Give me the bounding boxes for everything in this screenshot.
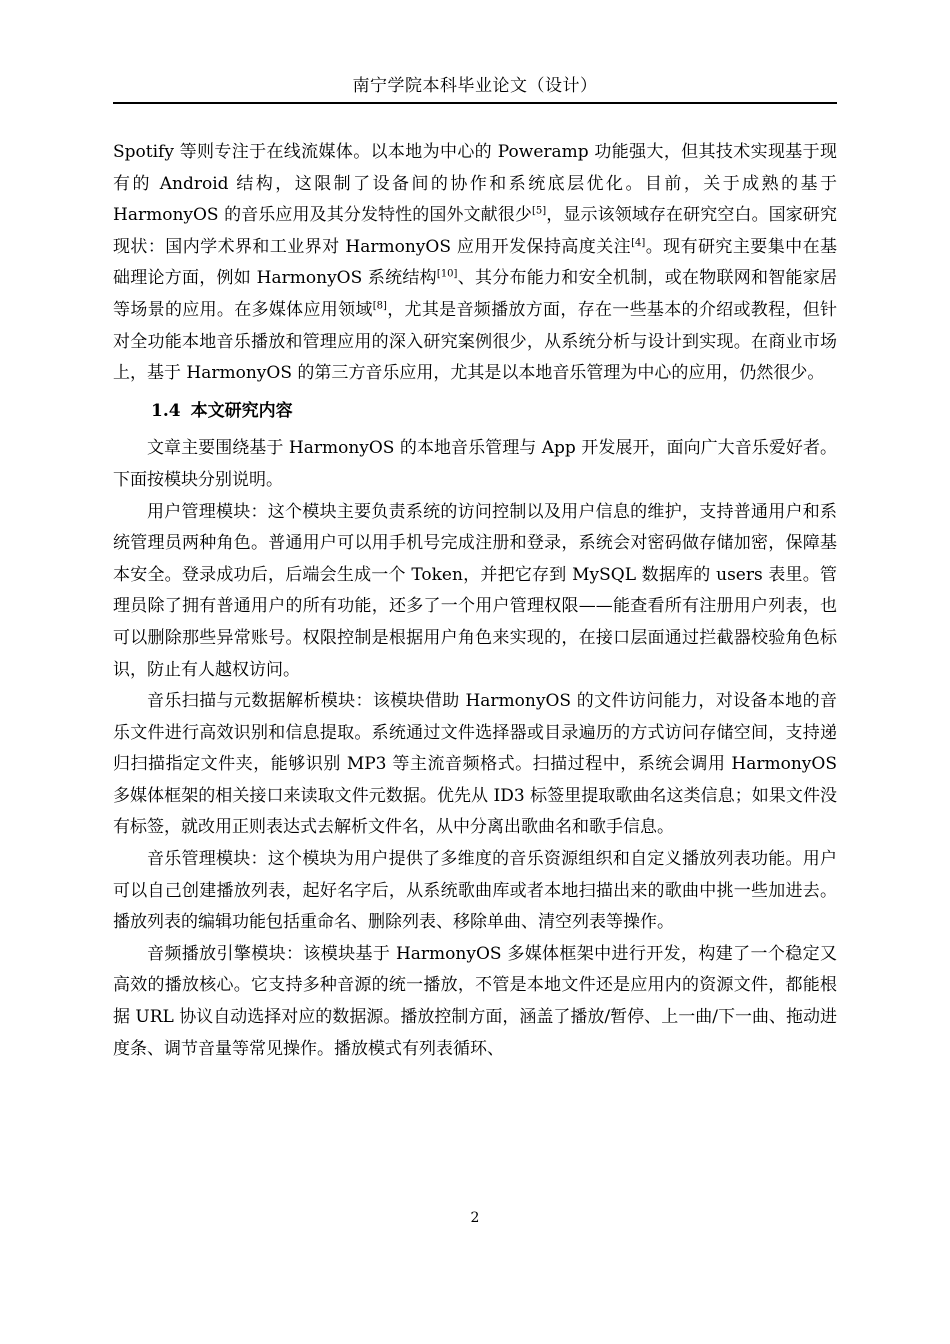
paragraph-text: ，尤其是音频播放方面，存在一些基本的介绍或教程，但针对全功能本地音乐播放和管理应用的深入研究案例很少，从系统分析与设计到实现。在商业市场上，基于 HarmonyOS 的第三方音乐应用，尤其是以本地音乐管理为中心的应用，仍然很少。 — [113, 299, 838, 384]
citation-ref: [8] — [372, 300, 387, 312]
citation-ref: [10] — [436, 268, 458, 280]
paragraph-text: 。现有研究主要集中在基础理论方面，例如 HarmonyOS 系统结构 — [113, 236, 837, 289]
section-number: 1.4 — [151, 400, 181, 421]
page-body — [113, 137, 837, 1065]
paragraph-scan-module: 音乐扫描与元数据解析模块：该模块借助 HarmonyOS 的文件访问能力，对设备本地的音乐文件进行高效识别和信息提取。系统通过文件选择器或目录遍历的方式访问存储空间，支持递归扫描指定文件夹，能够识别 MP3 等主流音频格式。扫描过程中，系统会调用 HarmonyOS 多媒体框架的相关接口来读取文件元数据。优先从 ID3 标签里提取歌曲名这类信息；如果文件没有标签，就改用正则表达式去解析文件名，从中分离出歌曲名和歌手信息。 — [113, 691, 837, 838]
paragraph-text: 、其分布能力和安全机制，或在物联网和智能家居等场景的应用。在多媒体应用领域 — [113, 268, 837, 320]
paragraph-music-module: 音乐管理模块：这个模块为用户提供了多维度的音乐资源组织和自定义播放列表功能。用户可以自己创建播放列表，起好名字后，从系统歌曲库或者本地扫描出来的歌曲中挑一些加进去。播放列表的编辑功能包括重命名、删除列表、移除单曲、清空列表等操作。 — [113, 849, 837, 933]
paragraph-intro: 文章主要围绕基于 HarmonyOS 的本地音乐管理与 App 开发展开，面向广大音乐爱好者。下面按模块分别说明。 — [113, 438, 837, 490]
header-title: 南宁学院本科毕业论文（设计） — [352, 76, 598, 96]
paragraph-playback-module: 音频播放引擎模块：该模块基于 HarmonyOS 多媒体框架中进行开发，构建了一个稳定又高效的播放核心。它支持多种音源的统一播放，不管是本地文件还是应用内的资源文件，都能根据 URL 协议自动选择对应的数据源。播放控制方面，涵盖了播放/暂停、上一曲/下一曲、拖动进度条、调节音量等常见操作。播放模式有列表循环、 — [113, 943, 837, 1059]
section-heading — [113, 396, 837, 428]
citation-ref: [5] — [532, 205, 547, 217]
section-title: 本文研究内容 — [190, 400, 293, 421]
paragraph-research-status — [113, 137, 837, 390]
paragraph-user-module: 用户管理模块：这个模块主要负责系统的访问控制以及用户信息的维护，支持普通用户和系统管理员两种角色。普通用户可以用手机号完成注册和登录，系统会对密码做存储加密，保障基本安全。登录成功后，后端会生成一个 Token，并把它存到 MySQL 数据库的 users 表里。管理员除了拥有普通用户的所有功能，还多了一个用户管理权限——能查看所有注册用户列表，也可以删除那些异常账号。权限控制是根据用户角色来实现的，在接口层面通过拦截器校验角色标识，防止有人越权访问。 — [113, 501, 837, 680]
citation-ref: [4] — [631, 237, 646, 249]
paragraph-text: Spotify 等则专注于在线流媒体。以本地为中心的 Poweramp 功能强大，但其技术实现基于现有的 Android 结构，这限制了设备间的协作和系统底层优化。目前，关于成熟的基于 HarmonyOS 的音乐应用及其分发特性的国外文献很少 — [113, 142, 837, 226]
running-header — [113, 72, 837, 104]
paragraph-text: ，显示该领域存在研究空白。国家研究现状：国内学术界和工业界对 HarmonyOS 应用开发保持高度关注 — [113, 205, 838, 257]
page-number: 2 — [470, 1210, 480, 1226]
